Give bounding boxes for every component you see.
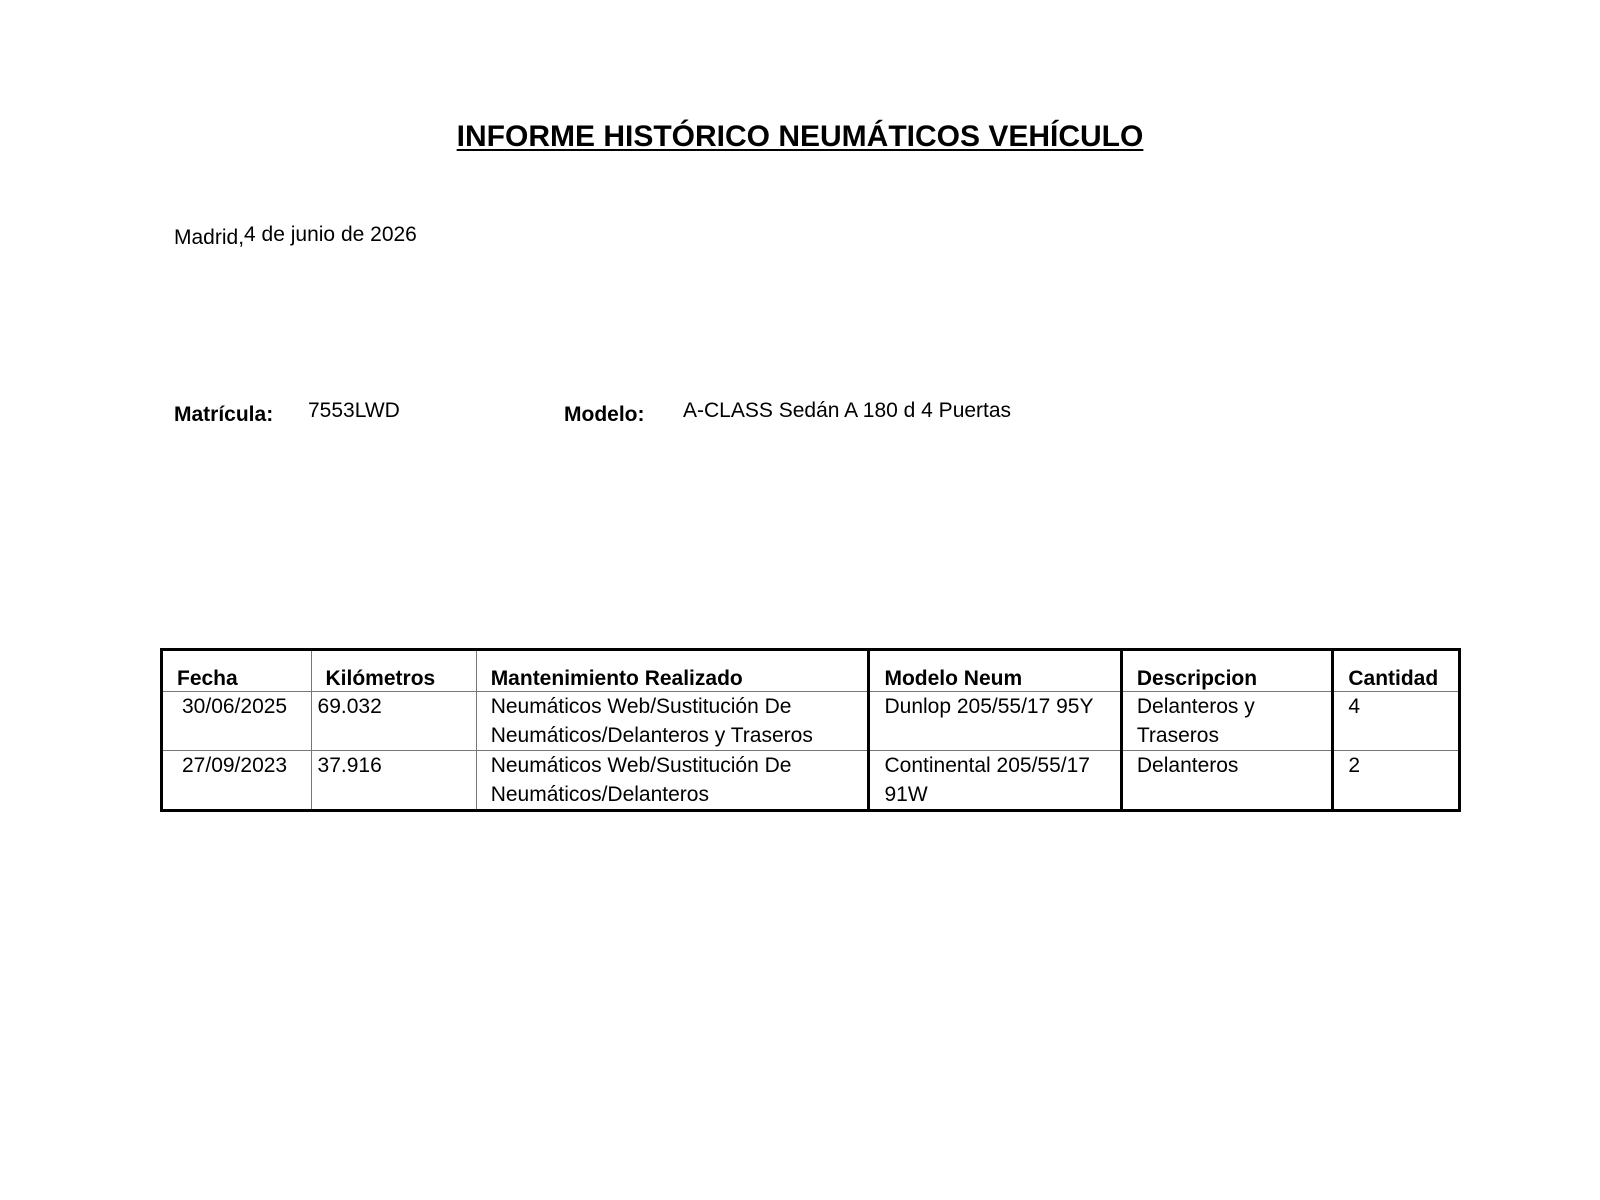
cell-descripcion: Delanteros (1121, 751, 1332, 811)
cell-descripcion: Delanteros y Traseros (1121, 692, 1332, 751)
cell-kilometros: 69.032 (311, 692, 476, 751)
header-mantenimiento: Mantenimiento Realizado (476, 650, 869, 692)
header-cantidad: Cantidad (1333, 650, 1460, 692)
cell-kilometros: 37.916 (311, 751, 476, 811)
header-descripcion: Descripcion (1121, 650, 1332, 692)
cell-mantenimiento: Neumáticos Web/Sustitución De Neumáticos/Delanteros y Traseros (476, 692, 869, 751)
place-and-date (174, 222, 417, 248)
table-header-row (162, 650, 1460, 692)
cell-cantidad: 4 (1333, 692, 1460, 751)
plate-field (174, 398, 400, 426)
plate-value: 7553LWD (308, 399, 400, 422)
model-field (564, 398, 1012, 426)
cell-fecha: 27/09/2023 (182, 754, 288, 777)
cell-cantidad: 2 (1333, 751, 1460, 811)
report-date: 4 de junio de 2026 (244, 223, 417, 246)
model-value: A-CLASS Sedán A 180 d 4 Puertas (683, 399, 1012, 422)
header-modelo-neum: Modelo Neum (869, 650, 1121, 692)
cell-modelo-neum: Dunlop 205/55/17 95Y (869, 692, 1121, 751)
table-row (162, 751, 1460, 811)
report-city: Madrid, (174, 226, 245, 249)
cell-mantenimiento: Neumáticos Web/Sustitución De Neumáticos/Delanteros (476, 751, 869, 811)
cell-fecha: 30/06/2025 (162, 692, 312, 751)
model-label: Modelo: (564, 403, 645, 426)
table-row (162, 692, 1460, 751)
plate-label: Matrícula: (174, 403, 274, 426)
tire-history-table (160, 648, 1461, 812)
cell-modelo-neum: Continental 205/55/17 91W (869, 751, 1121, 811)
header-kilometros: Kilómetros (311, 650, 476, 692)
report-title (0, 119, 1600, 155)
report-title-text: INFORME HISTÓRICO NEUMÁTICOS VEHÍCULO (456, 120, 1144, 153)
header-fecha: Fecha (162, 650, 312, 692)
